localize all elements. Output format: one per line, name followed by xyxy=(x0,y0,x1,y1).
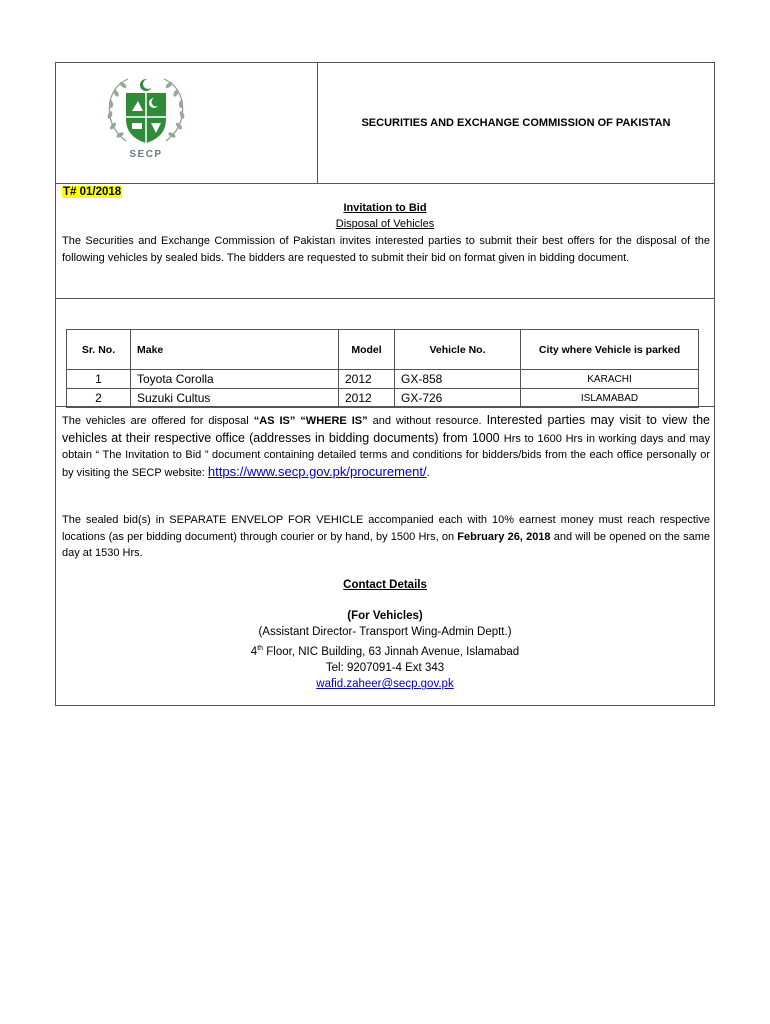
contact-email-link[interactable]: wafid.zaheer@secp.gov.pk xyxy=(316,678,454,691)
table-cell: GX-858 xyxy=(395,370,521,389)
contact-address xyxy=(56,641,714,660)
address-text: Floor, NIC Building, 63 Jinnah Avenue, Islamabad xyxy=(263,645,520,658)
document-frame xyxy=(55,62,715,706)
as-is-text: “AS IS” “WHERE IS” xyxy=(253,415,368,427)
column-header: Vehicle No. xyxy=(395,330,521,370)
table-cell: KARACHI xyxy=(521,370,699,389)
visit-text: Interested parties may visit to view the vehicles at their respective office (addresses in bidding documents) from 1000 xyxy=(62,413,710,445)
floor-number: 4 xyxy=(250,645,258,658)
table-row xyxy=(67,389,699,408)
contact-heading: Contact Details xyxy=(343,579,427,591)
invitation-body: The Securities and Exchange Commission of Pakistan invites interested parties to submit their best offers for the disposal of the following vehicles by sealed bids. The bidders are requested to submit their bid on format given in bidding document. xyxy=(62,235,710,264)
logo-text: SECP xyxy=(129,149,163,160)
disposal-paragraph xyxy=(62,412,710,481)
table-cell: 2012 xyxy=(339,389,395,408)
invitation-subtitle: Disposal of Vehicles xyxy=(335,218,435,230)
contact-telephone: Tel: 9207091-4 Ext 343 xyxy=(325,661,445,674)
table-header-row xyxy=(67,330,699,370)
table-cell: Toyota Corolla xyxy=(131,370,339,389)
secp-logo-icon xyxy=(96,71,196,151)
logo-cell xyxy=(56,63,318,183)
disposal-text: and without resource. xyxy=(367,415,487,427)
section-divider xyxy=(56,406,714,407)
obtain-text: in working days and may obtain “ The Invitation to Bid ” document containing detailed terms and conditions for bidders/bids from the each office personally or by visiting the SECP website: xyxy=(62,432,711,479)
period-text: . xyxy=(426,466,430,479)
sealed-text: and will be opened on the same day at 1530 Hrs. xyxy=(62,530,710,559)
deadline-date: February 26, 2018 xyxy=(457,530,551,543)
column-header: City where Vehicle is parked xyxy=(521,330,699,370)
disposal-text: The vehicles are offered for disposal xyxy=(62,415,254,427)
table-row xyxy=(67,370,699,389)
contact-department: (Assistant Director- Transport Wing-Admin Deptt.) xyxy=(258,626,512,638)
table-cell: 1 xyxy=(67,370,131,389)
vehicles-table xyxy=(66,329,699,408)
table-cell: 2 xyxy=(67,389,131,408)
invitation-title: Invitation to Bid xyxy=(343,202,427,214)
table-cell: Suzuki Cultus xyxy=(131,389,339,408)
organization-title: SECURITIES AND EXCHANGE COMMISSION OF PAKISTAN xyxy=(361,117,671,129)
floor-suffix: th xyxy=(257,644,264,652)
tender-number: T# 01/2018 xyxy=(63,186,122,198)
table-cell: GX-726 xyxy=(395,389,521,408)
column-header: Make xyxy=(131,330,339,370)
sealed-text: The sealed bid(s) in SEPARATE ENVELOP FOR VEHICLE accompanied each with 10% earnest money must reach respective locations (as per bidding document) through courier or by hand, by 1500 Hrs, on xyxy=(62,514,710,543)
column-header: Model xyxy=(339,330,395,370)
hours-text: Hrs to 1600 Hrs xyxy=(503,432,583,445)
contact-for: (For Vehicles) xyxy=(347,609,423,622)
invitation-section xyxy=(56,184,714,299)
column-header: Sr. No. xyxy=(67,330,131,370)
procurement-link[interactable]: https://www.secp.gov.pk/procurement/ xyxy=(207,463,427,479)
table-cell: ISLAMABAD xyxy=(521,389,699,408)
contact-details xyxy=(56,577,714,693)
header-row xyxy=(56,63,714,184)
sealed-bid-paragraph xyxy=(62,512,710,562)
table-cell: 2012 xyxy=(339,370,395,389)
